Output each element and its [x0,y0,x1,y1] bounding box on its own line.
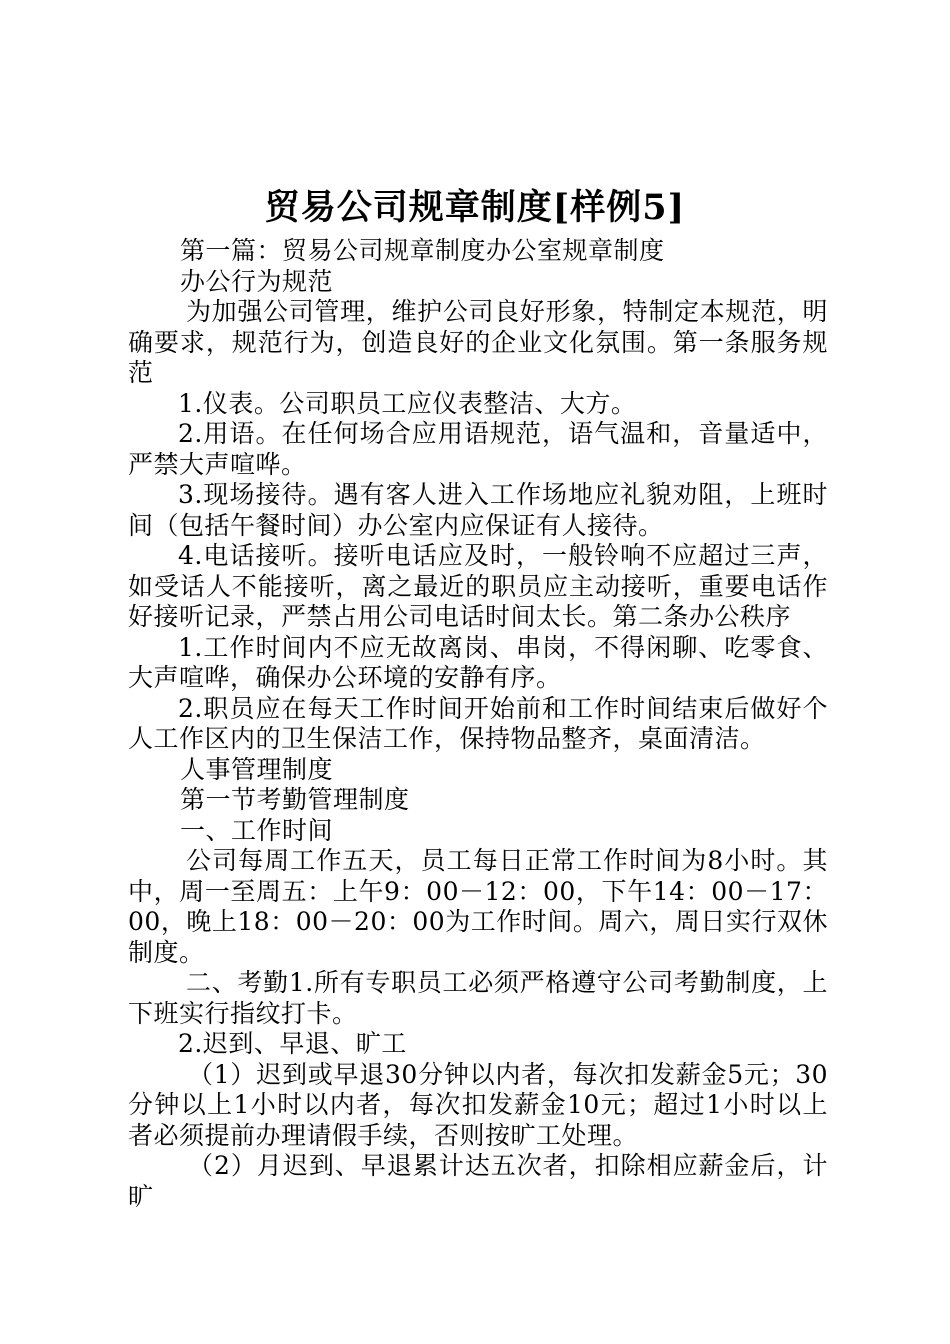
body-paragraph: 二、考勤1.所有专职员工必须严格遵守公司考勤制度，上下班实行指纹打卡。 [128,968,828,1028]
list-item: 4.电话接听。接听电话应及时，一般铃响不应超过三声，如受话人不能接听，离之最近的职员应主动接听，重要电话作好接听记录，严禁占用公司电话时间太长。第二条办公秩序 [128,541,828,631]
body-paragraph: 公司每周工作五天，员工每日正常工作时间为8小时。其中，周一至周五：上午9：00－12：00，下午14：00－17：00，晚上18：00－20：00为工作时间。周六，周日实行双休制度。 [128,846,828,967]
document-title: 贸易公司规章制度[样例5] [264,187,686,228]
list-item: 2.迟到、早退、旷工 [178,1029,407,1058]
list-item: 1.仪表。公司职员工应仪表整洁、大方。 [178,388,637,418]
list-item: （1）迟到或早退30分钟以内者，每次扣发薪金5元；30分钟以上1小时以内者，每次扣发薪金10元；超过1小时以上者必须提前办理请假手续，否则按旷工处理。 [128,1059,828,1150]
list-item: 2.职员应在每天工作时间开始前和工作时间结束后做好个人工作区内的卫生保洁工作，保持物品整齐，桌面清洁。 [128,693,828,753]
document-body [128,236,828,1212]
subsection-heading: 第一节考勤管理制度 [180,785,410,814]
section-heading: 人事管理制度 [180,754,334,784]
list-item: 3.现场接待。遇有客人进入工作场地应礼貌劝阻，上班时间（包括午餐时间）办公室内应保证有人接待。 [128,480,828,540]
list-item: 2.用语。在任何场合应用语规范，语气温和，音量适中，严禁大声喧哗。 [128,419,828,479]
subsection-heading: 一、工作时间 [180,815,334,845]
body-paragraph: 为加强公司管理，维护公司良好形象，特制定本规范，明确要求，规范行为，创造良好的企业文化氛围。第一条服务规范 [128,297,828,387]
list-item: 1.工作时间内不应无故离岗、串岗，不得闲聊、吃零食、大声喧哗，确保办公环境的安静有序。 [128,632,828,692]
list-item: （2）月迟到、早退累计达五次者，扣除相应薪金后，计旷 [128,1151,828,1211]
chapter-heading: 第一篇：贸易公司规章制度办公室规章制度 [180,236,665,265]
section-heading: 办公行为规范 [180,266,334,296]
